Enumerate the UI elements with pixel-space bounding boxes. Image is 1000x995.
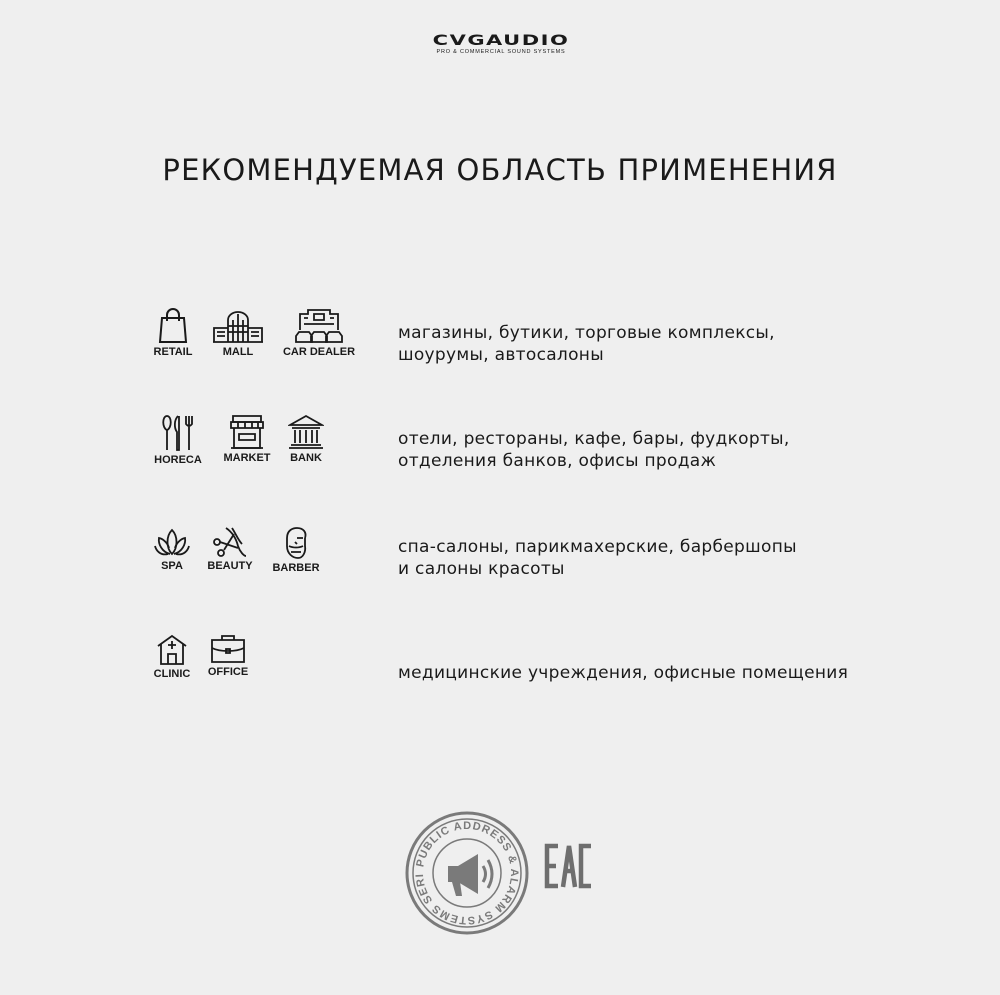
application-row-clinic: [0, 634, 1000, 714]
icon-label: MALL: [222, 346, 254, 358]
icon-label: BANK: [290, 452, 322, 464]
car-dealer-icon: [294, 308, 344, 344]
bank-icon: [288, 414, 324, 450]
scissors-hair-icon: [212, 526, 248, 558]
application-horeca: [150, 414, 206, 466]
pa-alarm-series-badge: [404, 810, 530, 941]
application-beauty: [205, 526, 255, 572]
eac-letter-a: [563, 846, 575, 887]
icon-label: MARKET: [223, 452, 271, 464]
eac-letter-c: [581, 846, 591, 886]
application-car-dealer: [280, 308, 358, 358]
shopping-bag-icon: [157, 308, 189, 344]
application-description: [398, 322, 775, 366]
icon-label: HORECA: [154, 454, 202, 466]
icon-label: SPA: [161, 560, 183, 572]
icon-label: RETAIL: [153, 346, 193, 358]
application-spa: [152, 526, 192, 572]
description-line: шоурумы, автосалоны: [398, 345, 604, 365]
description-line: отели, рестораны, кафе, бары, фудкорты,: [398, 429, 790, 449]
application-bank: [286, 414, 326, 464]
application-clinic: [152, 634, 192, 680]
market-stall-icon: [229, 414, 265, 450]
megaphone-icon: [448, 854, 492, 896]
badge-text: PUBLIC ADDRESS & ALARM SYSTEMS SERI: [413, 819, 521, 927]
application-mall: [210, 308, 266, 358]
application-description: [398, 662, 848, 684]
application-barber: [268, 526, 324, 574]
description-line: спа-салоны, парикмахерские, барбершопы: [398, 537, 797, 557]
brand-logo: [416, 34, 586, 56]
icon-label: OFFICE: [207, 666, 249, 678]
briefcase-icon: [210, 634, 246, 664]
application-description: [398, 536, 797, 580]
description-line: и салоны красоты: [398, 559, 565, 579]
application-market: [220, 414, 274, 464]
eac-letter-e: [547, 846, 558, 886]
icon-label: CLINIC: [153, 668, 191, 680]
icon-label: BEAUTY: [207, 560, 253, 572]
eac-certification-mark: [544, 843, 594, 894]
bearded-man-icon: [281, 526, 311, 560]
page-title: РЕКОМЕНДУЕМАЯ ОБЛАСТЬ ПРИМЕНЕНИЯ: [162, 153, 838, 187]
application-row-retail: [0, 308, 1000, 388]
cutlery-icon: [158, 414, 198, 452]
lotus-icon: [154, 526, 190, 558]
icon-label: CAR DEALER: [282, 346, 356, 358]
description-line: магазины, бутики, торговые комплексы,: [398, 323, 775, 343]
application-description: [398, 428, 790, 472]
application-row-horeca: [0, 414, 1000, 494]
clinic-icon: [156, 634, 188, 666]
description-line: отделения банков, офисы продаж: [398, 451, 717, 471]
icon-label: BARBER: [272, 562, 320, 574]
description-line: медицинские учреждения, офисные помещения: [398, 663, 849, 683]
mall-building-icon: [212, 308, 264, 344]
application-office: [206, 634, 250, 678]
logo-brand: CVGAUDIO: [432, 33, 570, 49]
logo-tagline: PRO & COMMERCIAL SOUND SYSTEMS: [436, 49, 566, 55]
application-row-spa: [0, 526, 1000, 606]
application-retail: [150, 308, 196, 358]
